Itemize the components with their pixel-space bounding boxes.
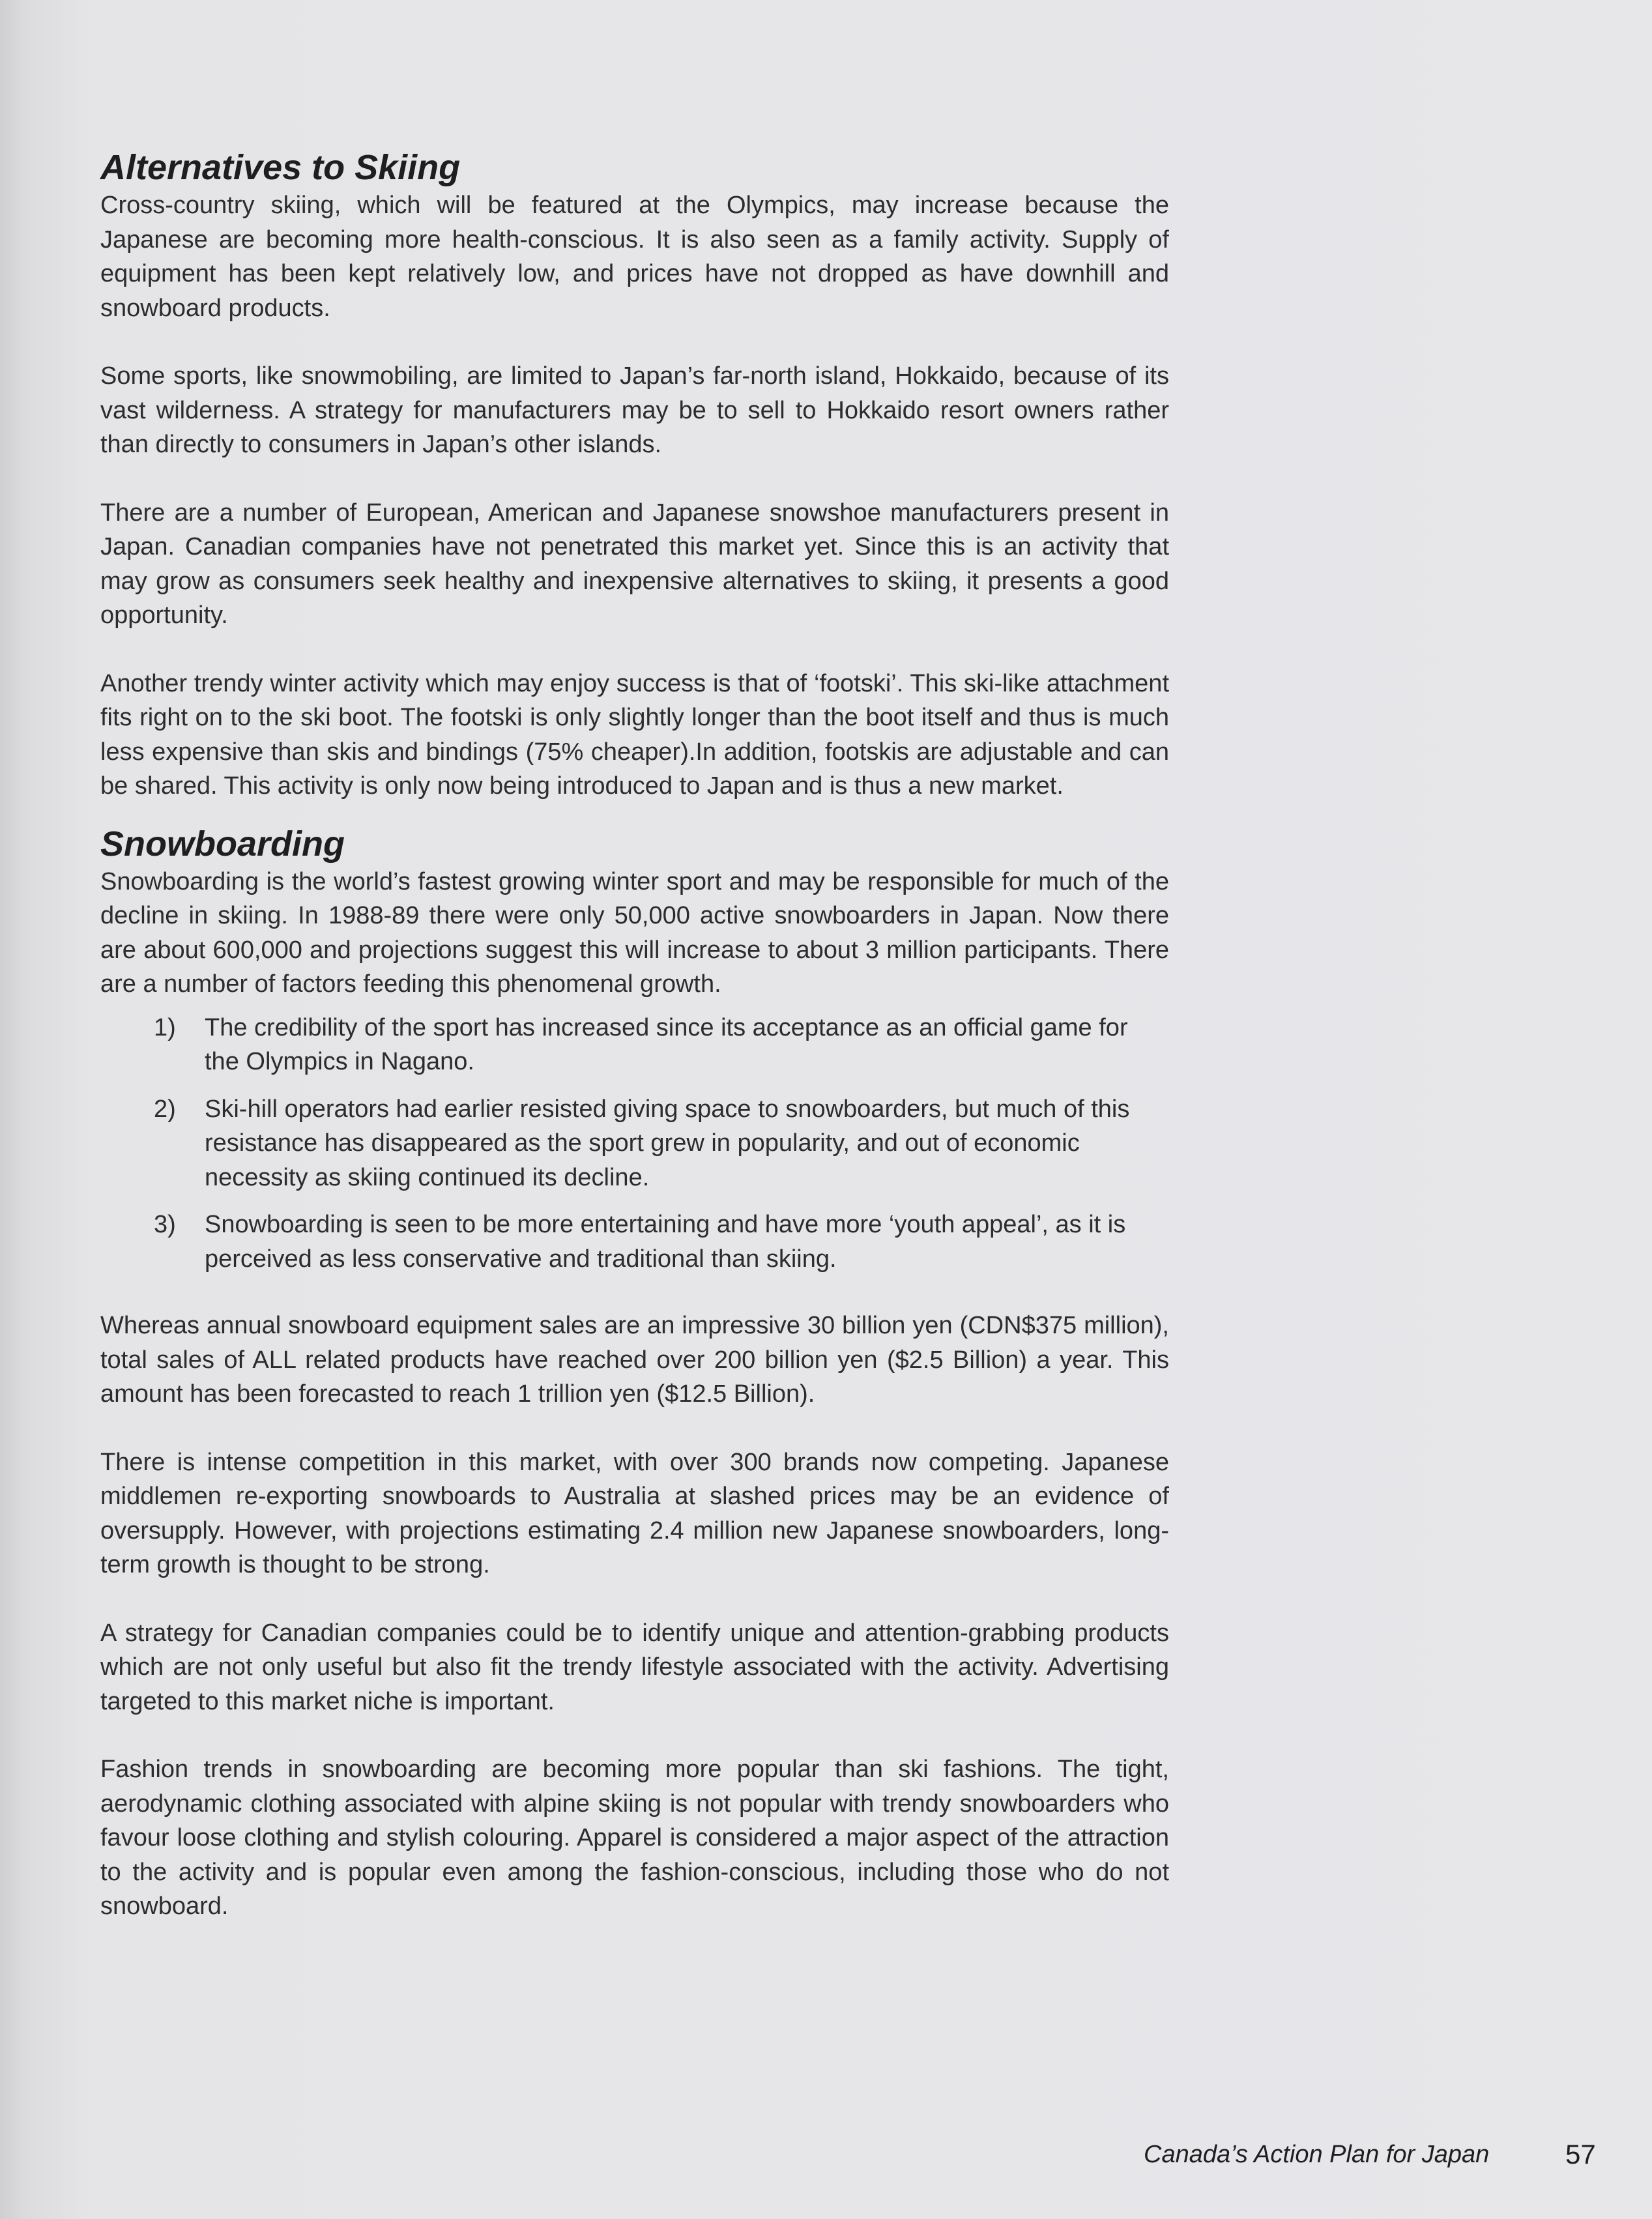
list-item: [100, 1092, 1169, 1195]
list-number: 1): [154, 1013, 176, 1041]
list-text: Ski-hill operators had earlier resisted giving space to snowboarders, but much of this resistance has disappeared as the sport grew in popularity, and out of economic necessity as skiing continued its decline.: [205, 1095, 1130, 1191]
paragraph: Fashion trends in snowboarding are becoming more popular than ski fashions. The tight, aerodynamic clothing associated with alpine skiing is not popular with trendy snowboarders who favour loose clothing and stylish colouring. Apparel is considered a major aspect of the attraction to the activity and is popular even among the fashion-conscious, including those who do not snowboard.: [100, 1756, 1169, 1920]
paragraph: Snowboarding is the world’s fastest growing winter sport and may be responsible for much of the decline in skiing. In 1988-89 there were only 50,000 active snowboarders in Japan. Now there are about 600,000 and projections suggest this will increase to about 3 million participants. There are a number of factors feeding this phenomenal growth.: [100, 867, 1169, 998]
paragraph: There is intense competition in this market, with over 300 brands now competing. Japanese middlemen re-exporting snowboards to Australia at slashed prices may be an evidence of oversupply. However, with projections estimating 2.4 million new Japanese snowboarders, long-term growth is thought to be strong.: [100, 1448, 1169, 1578]
page-footer: [0, 2138, 1652, 2177]
footer-title: Canada’s Action Plan for Japan: [1144, 2141, 1490, 2168]
paragraph: Cross-country skiing, which will be featured at the Olympics, may increase because the Japanese are becoming more health-conscious. It is also seen as a family activity. Supply of equipment has been kept relatively low, and prices have not dropped as have downhill and snowboard products.: [100, 192, 1169, 322]
paragraph: A strategy for Canadian companies could be to identify unique and attention-grabbing products which are not only useful but also fit the trendy lifestyle associated with the activity. Advertising targeted to this market niche is important.: [100, 1619, 1169, 1715]
section-heading-alternatives: Alternatives to Skiing: [100, 148, 461, 187]
paragraph: Another trendy winter activity which may enjoy success is that of ‘footski’. This ski-like attachment fits right on to the ski boot. The footski is only slightly longer than the boot itself and thus is much less expensive than skis and bindings (75% cheaper).In addition, footskis are adjustable and can be shared. This activity is only now being introduced to Japan and is thus a new market.: [100, 669, 1169, 800]
factor-list: [100, 1011, 1169, 1277]
paragraph: Some sports, like snowmobiling, are limited to Japan’s far-north island, Hokkaido, because of its vast wilderness. A strategy for manufacturers may be to sell to Hokkaido resort owners rather than directly to consumers in Japan’s other islands.: [100, 362, 1169, 458]
list-number: 3): [154, 1211, 176, 1238]
paragraph: There are a number of European, American and Japanese snowshoe manufacturers present in Japan. Canadian companies have not penetrated this market yet. Since this is an activity that may grow as consumers seek healthy and inexpensive alternatives to skiing, it presents a good opportunity.: [100, 499, 1169, 629]
page-number: 57: [1565, 2139, 1596, 2169]
list-text: The credibility of the sport has increased since its acceptance as an official game for the Olympics in Nagano.: [205, 1013, 1128, 1075]
list-text: Snowboarding is seen to be more entertaining and have more ‘youth appeal’, as it is perceived as less conservative and traditional than skiing.: [205, 1211, 1126, 1273]
list-number: 2): [154, 1095, 176, 1123]
paragraph: Whereas annual snowboard equipment sales are an impressive 30 billion yen (CDN$375 million), total sales of ALL related products have reached over 200 billion yen ($2.5 Billion) a year. This amount has been forecasted to reach 1 trillion yen ($12.5 Billion).: [100, 1312, 1169, 1408]
list-item: [100, 1208, 1169, 1276]
section-heading-snowboarding: Snowboarding: [100, 824, 345, 863]
document-body: [100, 147, 1169, 1924]
list-item: [100, 1011, 1169, 1079]
